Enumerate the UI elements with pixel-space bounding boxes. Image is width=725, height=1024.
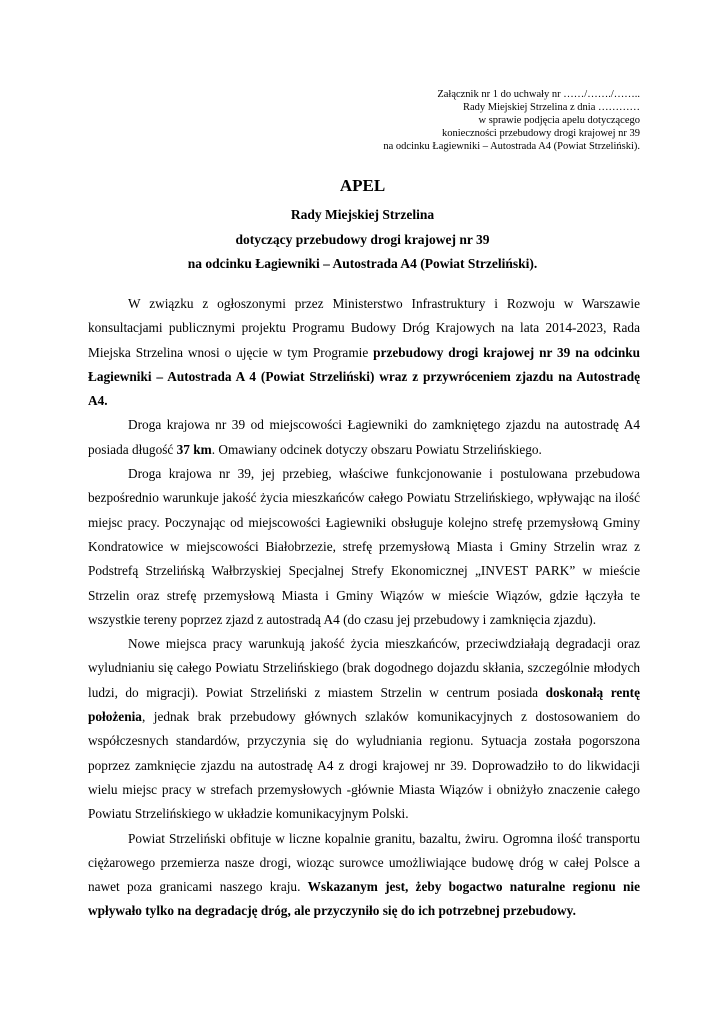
paragraph-1-bold: przebudowy drogi krajowej nr 39 na odcinku Łagiewniki – Autostrada A 4 (Powiat Strzeliński) wraz z przywróceniem zjazdu na Autostradę A4. [88,344,641,409]
paragraph-2 [88,413,640,462]
document-body [88,292,640,924]
annex-line-4: konieczności przebudowy drogi krajowej nr 39 [442,128,640,139]
title-line-3: na odcinku Łagiewniki – Autostrada A4 (Powiat Strzeliński). [187,256,538,271]
paragraph-2-text-end: . Omawiany odcinek dotyczy obszaru Powiatu Strzelińskiego. [211,441,542,457]
paragraph-2-text: Droga krajowa nr 39 od miejscowości Łagiewniki do zamkniętego zjazdu na autostradę A4 posiada długość [88,417,640,457]
annex-line-5: na odcinku Łagiewniki – Autostrada A4 (Powiat Strzeliński). [383,141,640,152]
annex-line-1: Załącznik nr 1 do uchwały nr ……/……./…….. [437,89,640,100]
paragraph-4 [88,632,640,826]
paragraph-1-text: W związku z ogłoszonymi przez Ministerstwo Infrastruktury i Rozwoju w Warszawie konsultacjami publicznymi projektu Programu Budowy Dróg Krajowych na lata 2014-2023, Rada Miejska Strzelina wnosi o ujęcie w tym Programie [88,296,640,360]
paragraph-4-text-end: , jednak brak przebudowy głównych szlaków komunikacyjnych z dostosowaniem do współczesnych standardów, przyczynia się do wyludniania regionu. Sytuacja została pogorszona poprzez zamknięcie zjazdu na autostradę A4 z drogi krajowej nr 39. Doprowadziło to do likwidacji wielu miejsc pracy w strefach przemysłowych -głównie Miasta Wiązów i obniżyło znaczenie całego Powiatu Strzelińskiego w układzie komunikacyjnym Polski. [88,709,640,822]
paragraph-5-text: Powiat Strzeliński obfituje w liczne kopalnie granitu, bazaltu, żwiru. Ogromna ilość transportu ciężarowego przemierza nasze drogi, wioząc surowce umożliwiające budowę dróg w całej Polsce a nawet poza granicami naszego kraju. [88,830,640,895]
paragraph-2-bold: 37 km [176,441,212,457]
title-line-2: dotyczący przebudowy drogi krajowej nr 39 [235,232,490,247]
document-title: APEL [339,176,386,195]
paragraph-4-text: Nowe miejsca pracy warunkują jakość życia mieszkańców, przeciwdziałają degradacji oraz wyludnianiu się całego Powiatu Strzelińskiego (brak dogodnego dojazdu skłania, szczególnie młodych ludzi, do migracji). Powiat Strzeliński z miastem Strzelin w centrum posiada [88,636,640,700]
paragraph-1 [88,292,640,413]
title-line-1: Rady Miejskiej Strzelina [290,207,435,222]
annex-line-3: w sprawie podjęcia apelu dotyczącego [478,115,640,126]
paragraph-3: Droga krajowa nr 39, jej przebieg, właściwe funkcjonowanie i postulowana przebudowa bezpośrednio warunkuje jakość życia mieszkańców całego Powiatu Strzelińskiego, wpływając na ilość miejsc pracy. Poczynając od miejscowości Łagiewniki obsługuje kolejno strefę przemysłową Gminy Kondratowice w miejscowości Białobrzezie, strefę przemysłową Miasta i Gminy Strzelin wraz z Podstrefą Strzelińską Wałbrzyskiej Specjalnej Strefy Ekonomicznej „INVEST PARK” w mieście Strzelin oraz strefę przemysłową Miasta i Gminy Wiązów w mieście Wiązów, gdzie łączyła te wszystkie tereny poprzez zjazd z autostradą A4 (do czasu jej przebudowy i zamknięcia zjazdu). [88,466,640,627]
annex-header [280,88,640,153]
annex-line-2: Rady Miejskiej Strzelina z dnia ………… [462,102,640,113]
paragraph-5-bold: Wskazanym jest, żeby bogactwo naturalne regionu nie wpływało tylko na degradację dróg, ale przyczyniło się do ich potrzebnej przebudowy. [88,879,641,919]
paragraph-5 [88,827,640,924]
paragraph-4-bold: doskonałą rentę położenia [88,684,640,725]
